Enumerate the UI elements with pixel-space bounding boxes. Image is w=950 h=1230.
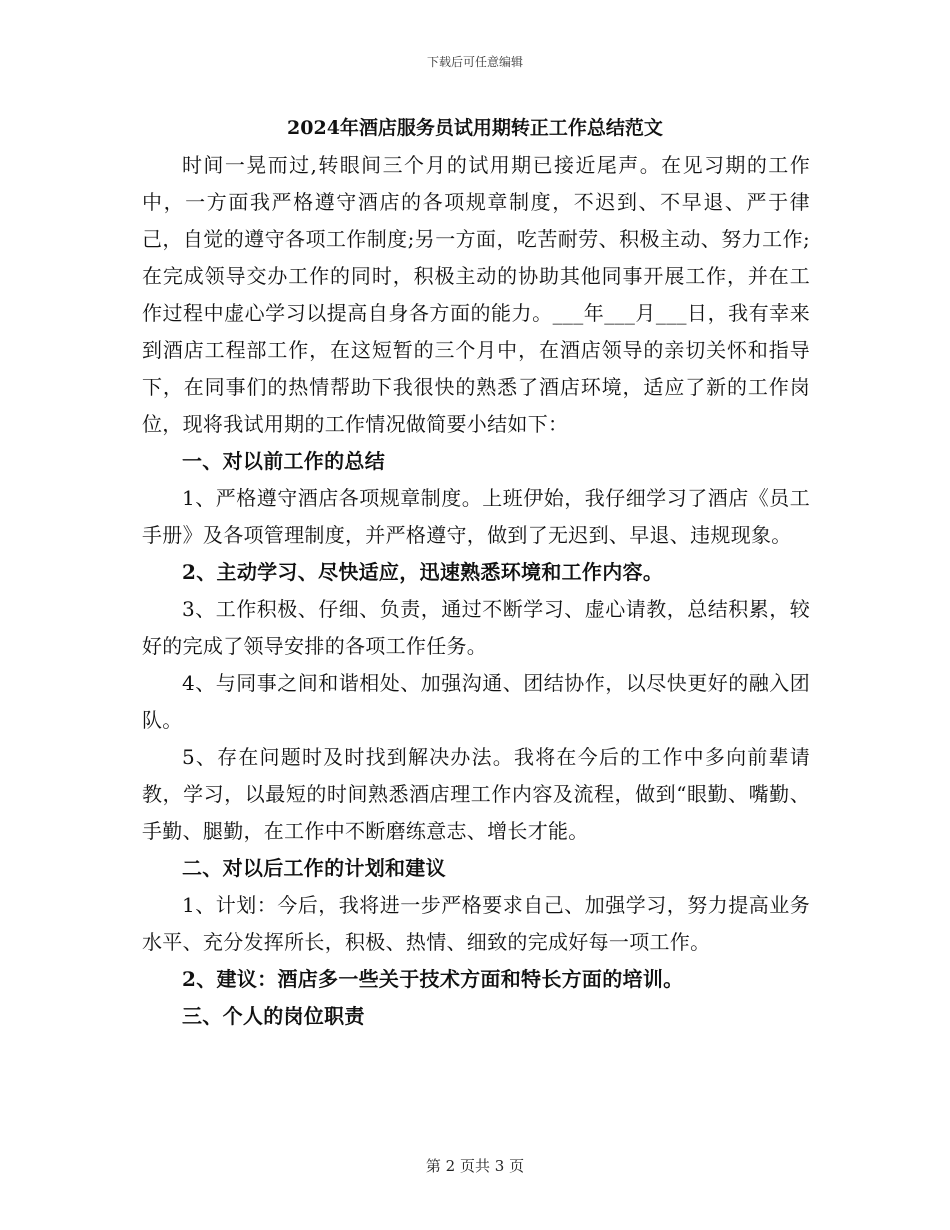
section-heading-past-work: 一、对以前工作的总结 (182, 449, 385, 473)
list-item: 5、存在问题时及时找到解决办法。我将在今后的工作中多向前辈请教，学习，以最短的时间熟悉酒店理工作内容及流程，做到“眼勤、嘴勤、手勤、腿勤，在工作中不断磨练意志、增长才能。 (142, 745, 810, 843)
section-heading-future-plan: 二、对以后工作的计划和建议 (182, 856, 446, 880)
page-number: 第 2 页共 3 页 (425, 1157, 525, 1175)
list-item: 2、建议：酒店多一些关于技术方面和特长方面的培训。 (182, 967, 684, 991)
document-body (142, 147, 810, 1035)
list-item: 3、工作积极、仔细、负责，通过不断学习、虚心请教，总结积累，较好的完成了领导安排的各项工作任务。 (142, 597, 810, 658)
document-title: 2024年酒店服务员试用期转正工作总结范文 (287, 117, 663, 139)
list-item: 4、与同事之间和谐相处、加强沟通、团结协作，以尽快更好的融入团队。 (142, 671, 810, 732)
list-item: 2、主动学习、尽快适应，迅速熟悉环境和工作内容。 (182, 560, 664, 584)
section-heading-duties: 三、个人的岗位职责 (182, 1004, 365, 1028)
list-item: 1、计划：今后，我将进一步严格要求自己、加强学习，努力提高业务水平、充分发挥所长，积极、热情、细致的完成好每一项工作。 (142, 893, 810, 954)
header-note: 下载后可任意编辑 (426, 55, 523, 69)
intro-paragraph: 时间一晃而过,转眼间三个月的试用期已接近尾声。在见习期的工作中，一方面我严格遵守酒店的各项规章制度，不迟到、不早退、严于律己，自觉的遵守各项工作制度;另一方面，吃苦耐劳、积极主动、努力工作;在完成领导交办工作的同时，积极主动的协助其他同事开展工作，并在工作过程中虚心学习以提高自身各方面的能力。___年___月___日，我有幸来到酒店工程部工作，在这短暂的三个月中，在酒店领导的亲切关怀和指导下，在同事们的热情帮助下我很快的熟悉了酒店环境，适应了新的工作岗位，现将我试用期的工作情况做简要小结如下： (142, 153, 810, 436)
list-item: 1、严格遵守酒店各项规章制度。上班伊始，我仔细学习了酒店《员工手册》及各项管理制度，并严格遵守，做到了无迟到、早退、违规现象。 (142, 486, 810, 547)
